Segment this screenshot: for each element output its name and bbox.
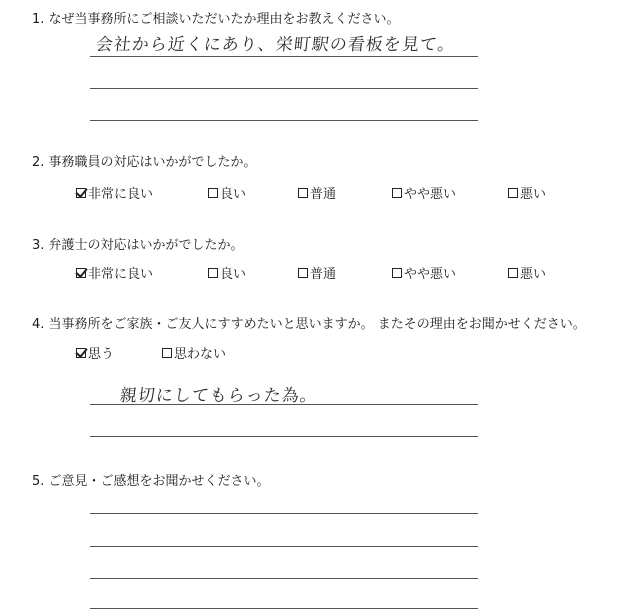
q4-checkbox-2[interactable]: [162, 348, 172, 358]
q3-checkbox-3[interactable]: [298, 268, 308, 278]
q4-checkbox-1[interactable]: [76, 348, 86, 358]
q3-option-4[interactable]: やや悪い: [392, 263, 456, 282]
question-2: 2. 事務職員の対応はいかがでしたか。: [32, 155, 257, 170]
question-4: 4. 当事務所をご家族・ご友人にすすめたいと思いますか。 またその理由をお聞かせください。: [32, 317, 586, 332]
q3-checkbox-2[interactable]: [208, 268, 218, 278]
q5-answer-line-4: [90, 608, 478, 609]
q2-checkbox-3[interactable]: [298, 188, 308, 198]
q2-checkbox-1[interactable]: [76, 188, 86, 198]
q2-checkbox-4[interactable]: [392, 188, 402, 198]
q2-option-3[interactable]: 普通: [298, 183, 336, 202]
q4-option-2[interactable]: 思わない: [162, 343, 226, 362]
q5-answer-line-1: [90, 513, 478, 514]
q2-option-2[interactable]: 良い: [208, 183, 246, 202]
q4-option-1[interactable]: 思う: [76, 343, 114, 362]
q2-option-1[interactable]: 非常に良い: [76, 183, 153, 202]
q3-checkbox-1[interactable]: [76, 268, 86, 278]
q1-answer-line-1: [90, 56, 478, 57]
q1-handwritten-answer: 会社から近くにあり、栄町駅の看板を見て。: [94, 35, 457, 55]
q3-option-5[interactable]: 悪い: [508, 263, 546, 282]
q4-handwritten-answer: 親切にしてもらった為。: [118, 386, 319, 406]
q2-checkbox-5[interactable]: [508, 188, 518, 198]
q3-option-1[interactable]: 非常に良い: [76, 263, 153, 282]
q2-option-4[interactable]: やや悪い: [392, 183, 456, 202]
q2-option-5[interactable]: 悪い: [508, 183, 546, 202]
q5-answer-line-2: [90, 546, 478, 547]
q3-option-2[interactable]: 良い: [208, 263, 246, 282]
q2-checkbox-2[interactable]: [208, 188, 218, 198]
q3-checkbox-4[interactable]: [392, 268, 402, 278]
q5-answer-line-3: [90, 578, 478, 579]
question-3: 3. 弁護士の対応はいかがでしたか。: [32, 238, 244, 253]
q3-checkbox-5[interactable]: [508, 268, 518, 278]
question-5: 5. ご意見・ご感想をお聞かせください。: [32, 474, 270, 489]
q1-answer-line-3: [90, 120, 478, 121]
q4-answer-line-2: [90, 436, 478, 437]
question-1: 1. なぜ当事務所にご相談いただいたか理由をお教えください。: [32, 12, 400, 27]
q1-answer-line-2: [90, 88, 478, 89]
q3-option-3[interactable]: 普通: [298, 263, 336, 282]
q4-answer-line-1: [90, 404, 478, 405]
